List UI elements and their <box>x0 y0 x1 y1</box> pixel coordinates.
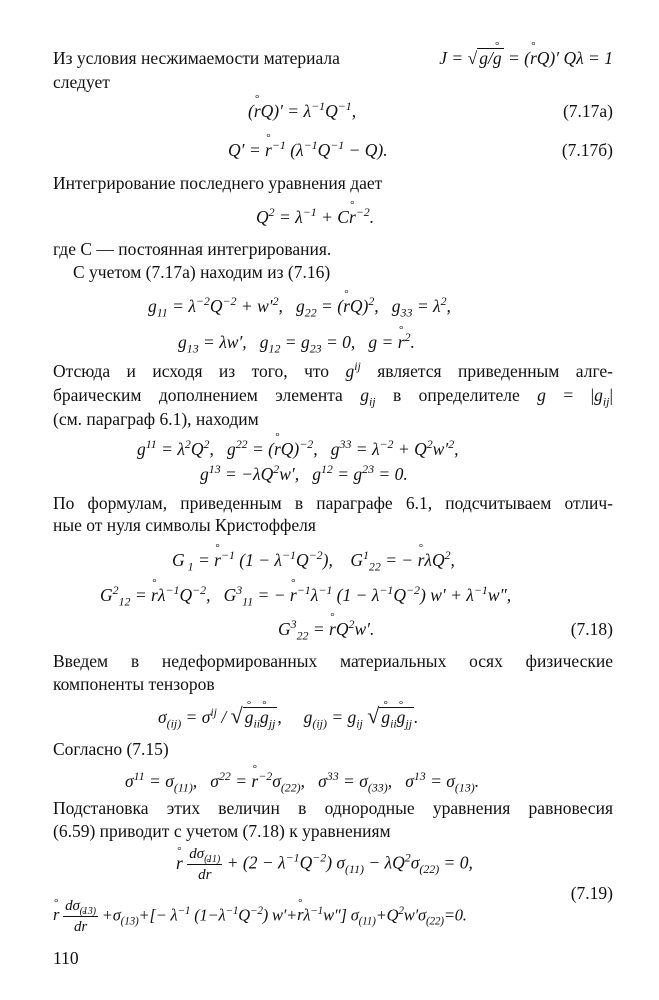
para-introduce-line2: компоненты тензоров <box>53 674 215 694</box>
integration-text: Интегрирование последнего уравнения дает <box>53 173 383 193</box>
intro-line <box>53 46 613 70</box>
equation-7-19-row1: ° r $\frac{d\sigma_{(11)}}{d^\circ r}$ + $(2 - \lambda^{-1}Q^{-2})$ $\sigma_{(11)} - \lambda Q^2\sigma_{(22)} = 0$, <box>176 844 473 885</box>
equation-metric-row1: $g_{11} = \lambda^{-2}Q^{-2} + w'^2$, $g_{22}$ = (° rQ)$^2$, $g_{33} = \lambda^2$, <box>148 294 451 318</box>
equation-number-7-17a: (7.17а) <box>562 101 613 121</box>
equation-christoffel-row1: G $_1$ = ° $r^{-1}$ $(1 - \lambda^{-1}Q^{-2})$, $G^1_{22}$ = − ° rλQ$^2$, <box>172 548 455 572</box>
equation-7-19-row2: ° r $\frac{d\sigma_{(13)}}{d^\circ r}$ $+\sigma_{(13)}+[- \lambda^{-1}$ $(1-\lambda^{-1}Q^{-2})$ w′+° $r\lambda^{-1}w''$] $\sigma_{(11)}+Q^2w'\sigma_{(22)}=0$. <box>53 896 467 937</box>
para-formulas-line1: По формулам, приведенным в параграфе 6.1, подсчитываем отлич- <box>53 493 613 513</box>
intro-text: Из условия несжимаемости материала <box>53 48 340 68</box>
para-introduce-line1: Введем в недеформированных материальных осях физические <box>53 651 613 671</box>
para-hence-line3: (см. параграф 6.1), находим <box>53 409 259 429</box>
para-hence-line1: Отсюда и исходя из того, что $g^{ij}$ является приведенным алге- <box>53 359 613 381</box>
para-subst-line2: (6.59) приводит с учетом (7.18) к уравнениям <box>53 821 391 841</box>
para-subst-line1: Подстановка этих величин в однородные уравнения равновесия <box>53 798 613 818</box>
follows-text: следует <box>53 72 110 92</box>
where-constant-text: где C — постоянная интегрирования. <box>53 239 332 259</box>
equation-inverse-metric-row1: $g^{11} = \lambda^2Q^2$, $g^{22}$ = (° rQ)$^{-2}$, $g^{33} = \lambda^{-2} + Q^2w'^2$, <box>137 437 459 461</box>
equation-number-7-17b: (7.17б) <box>561 140 613 160</box>
equation-sigma-relations: $\sigma^{11} = \sigma_{(11)}$, $\sigma^{22}$ = ° $r^{-2}\sigma_{(22)}$, $\sigma^{33} = \sigma_{(33)}$, $\sigma^{13} = \sigma_{(13)}$. <box>125 769 479 793</box>
equation-number-7-18: (7.18) <box>570 619 613 639</box>
para-hence-line2: браическим дополнением элемента $g_{ij}$ в определителе $g = |g_{ij}|$ <box>53 385 613 409</box>
equation-q-squared: $Q^2 = \lambda^{-1} + C^\circ$ $r^{-2}$. <box>256 205 374 229</box>
equation-7-17b: Q′ = ° $r^{-1}$ $(\lambda^{-1}Q^{-1} - Q)$. <box>228 138 388 162</box>
equation-7-17a: (° $rQ)' = \lambda^{-1}Q^{-1}$, <box>248 99 356 123</box>
intro-equation: J = √ g/° g = (° rQ)′ Qλ = 1 <box>439 46 613 70</box>
equation-metric-row2: $g_{13} = \lambda w'$, $g_{12} = g_{23} = 0$, g = ° $r^2$. <box>178 330 415 354</box>
equation-christoffel-row3: $G^3_{22}$ = ° $rQ^2w'$. <box>278 617 374 641</box>
equation-christoffel-row2: $G^2_{12}$ = ° $r\lambda^{-1}Q^{-2}$, $G^3_{11}$ = − ° $r^{-1}\lambda^{-1}$ $(1 - \lambda^{-1}Q^{-2})$ $w' + \lambda^{-1}w''$, <box>100 583 511 607</box>
equation-number-7-19: (7.19) <box>570 883 613 903</box>
equation-physical-components: $\sigma_{(ij)} = \sigma^{ij}$ / √° $g_{ii}^\circ$ $g_{jj}$ , $g_{(ij)} = g_{ij}$ √° $g_{ii}^\circ$ $g_{jj}$ . <box>158 704 418 729</box>
accounting-text: С учетом (7.17а) находим из (7.16) <box>73 262 331 282</box>
according-text: Согласно (7.15) <box>53 739 169 759</box>
equation-inverse-metric-row2: $g^{13} = -\lambda Q^2w'$, $g^{12} = g^{23} = 0$. <box>200 462 408 484</box>
page-number: 110 <box>53 948 79 968</box>
para-formulas-line2: ные от нуля символы Кристоффеля <box>53 515 316 535</box>
